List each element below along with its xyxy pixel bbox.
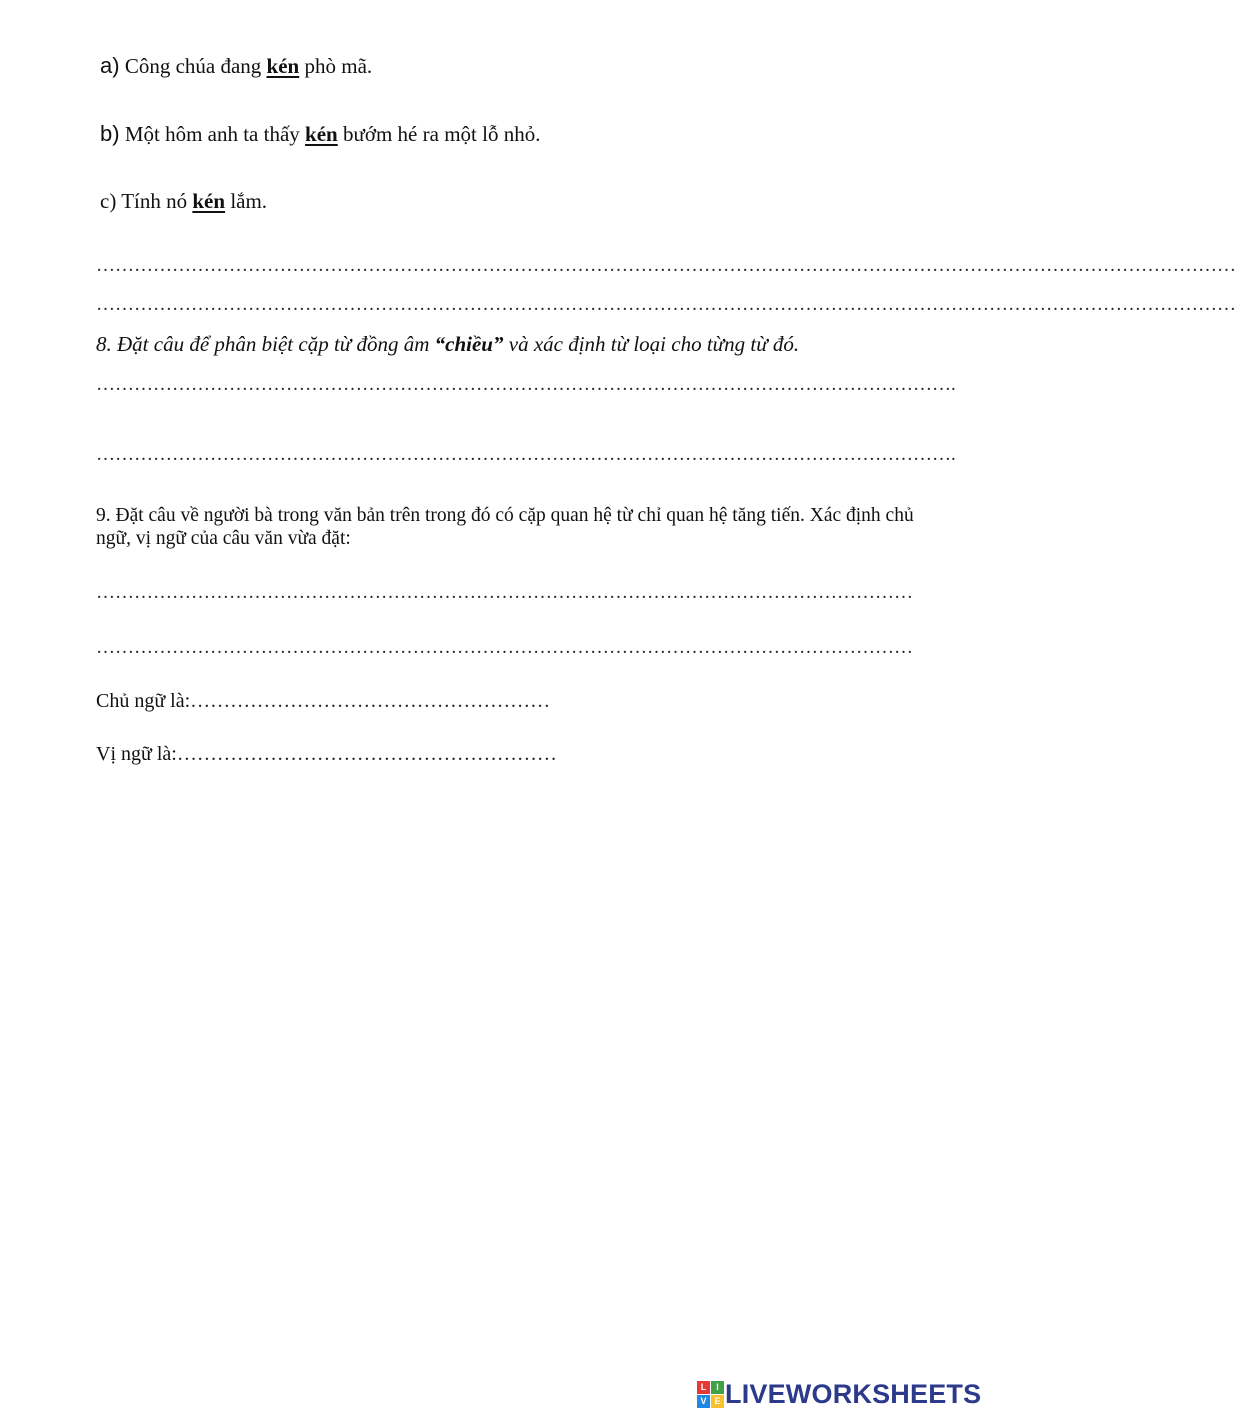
predicate-label: Vị ngữ là: xyxy=(96,743,177,765)
answer-line-1[interactable]: ……………………………………………………………………………………………………………………………………………………………… xyxy=(96,255,1236,276)
item-c-letter: c) xyxy=(100,189,117,213)
subject-answer[interactable]: ……………………………………………… xyxy=(190,690,551,712)
item-a-after: phò mã. xyxy=(299,54,373,78)
question-9: 9. Đặt câu về người bà trong văn bản trên trong đó có cặp quan hệ từ chỉ quan hệ tăng tiến. Xác định chủ ngữ, vị ngữ của câu văn vừa đặt: xyxy=(96,505,914,549)
item-c-keyword: kén xyxy=(192,189,226,213)
item-b xyxy=(100,121,540,147)
question-8-keyword: “chiều” xyxy=(434,332,504,356)
liveworksheets-logo xyxy=(697,1379,981,1409)
logo-mark-v: V xyxy=(697,1395,710,1408)
predicate-answer[interactable]: ………………………………………………… xyxy=(176,743,557,765)
answer-line-3[interactable]: ………………………………………………………………………………………………………………………. xyxy=(96,374,956,395)
item-b-keyword: kén xyxy=(305,122,338,146)
item-b-after: bướm hé ra một lỗ nhỏ. xyxy=(337,122,541,146)
subject-label: Chủ ngữ là: xyxy=(96,690,191,712)
item-a-letter: a) xyxy=(100,53,120,78)
item-a-before: Công chúa đang xyxy=(119,54,267,78)
answer-line-6[interactable]: ………………………………………………………………………………………………………………… xyxy=(96,637,913,658)
item-a-keyword: kén xyxy=(266,54,300,78)
logo-mark-i: I xyxy=(711,1381,724,1394)
answer-line-4[interactable]: ………………………………………………………………………………………………………………………. xyxy=(96,444,956,465)
logo-text: LIVEWORKSHEETS xyxy=(725,1378,982,1409)
question-8-before: 8. Đặt câu để phân biệt cặp từ đồng âm xyxy=(96,332,435,356)
item-b-before: Một hôm anh ta thấy xyxy=(119,122,306,146)
answer-line-5[interactable]: ………………………………………………………………………………………………………………… xyxy=(96,582,913,603)
item-c-before: Tính nó xyxy=(116,189,193,213)
question-8 xyxy=(96,331,799,357)
question-8-after: và xác định từ loại cho từng từ đó. xyxy=(503,332,800,356)
subject-field xyxy=(96,690,610,713)
answer-line-2[interactable]: ……………………………………………………………………………………………………………………………………………………………… xyxy=(96,294,1236,315)
logo-mark-e: E xyxy=(711,1395,724,1408)
item-a xyxy=(100,53,372,79)
item-c-after: lắm. xyxy=(225,189,268,213)
item-b-letter: b) xyxy=(100,121,120,146)
logo-mark-l: L xyxy=(697,1381,710,1394)
logo-mark-icon xyxy=(697,1381,723,1407)
predicate-field xyxy=(96,743,617,766)
item-c xyxy=(100,188,267,214)
